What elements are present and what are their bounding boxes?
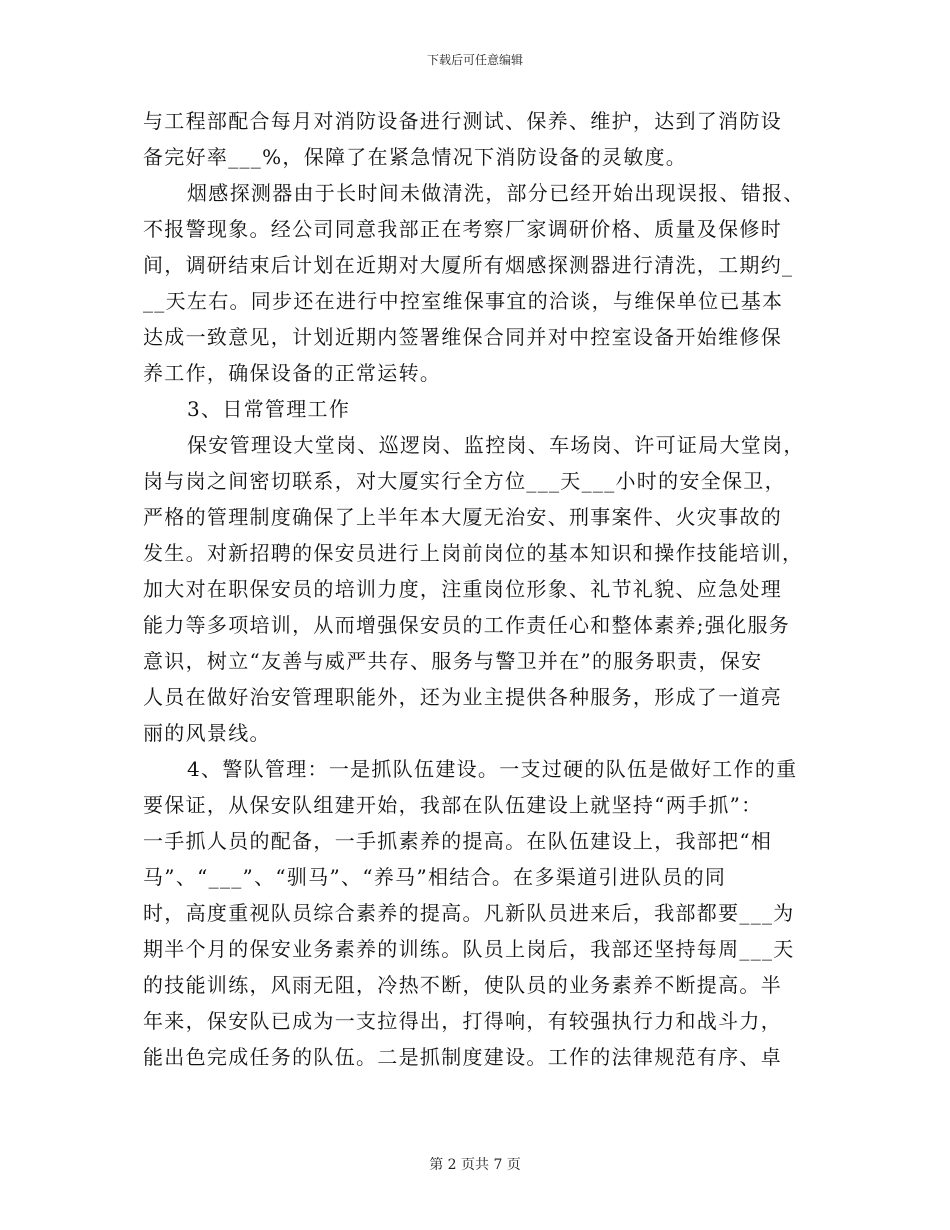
text-line: 时，高度重视队员综合素养的提高。凡新队员进来后，我部都要___为: [143, 901, 795, 925]
paragraph-start-line: 4、警队管理：一是抓队伍建设。一支过硬的队伍是做好工作的重: [187, 757, 798, 781]
paragraph-start-line: 烟感探测器由于长时间未做清洗，部分已经开始出现误报、错报、: [187, 181, 805, 205]
text-line: 备完好率___%，保障了在紧急情况下消防设备的灵敏度。: [143, 145, 688, 169]
text-line: 的技能训练，风雨无阻，冷热不断，使队员的业务素养不断提高。半: [143, 973, 782, 997]
paragraph-start-line: 保安管理设大堂岗、巡逻岗、监控岗、车场岗、许可证局大堂岗，: [187, 433, 805, 457]
text-line: 发生。对新招聘的保安员进行上岗前岗位的基本知识和操作技能培训，: [143, 541, 804, 565]
text-line: 养工作，确保设备的正常运转。: [143, 361, 442, 385]
text-line: __天左右。同步还在进行中控室维保事宜的洽谈，与维保单位已基本: [143, 289, 784, 313]
text-line: 年来，保安队已成为一支拉得出，打得响，有较强执行力和战斗力，: [143, 1009, 782, 1033]
text-line: 与工程部配合每月对消防设备进行测试、保养、维护，达到了消防设: [143, 109, 782, 133]
text-line: 不报警现象。经公司同意我部正在考察厂家调研价格、质量及保修时: [143, 217, 782, 241]
text-line: 岗与岗之间密切联系，对大厦实行全方位___天___小时的安全保卫，: [143, 469, 786, 493]
text-line: 严格的管理制度确保了上半年本大厦无治安、刑事案件、火灾事故的: [143, 505, 782, 529]
page-header: 下载后可任意编辑: [426, 53, 523, 67]
text-line: 期半个月的保安业务素养的训练。队员上岗后，我部还坚持每周___天: [143, 937, 795, 961]
page-footer: 第 2 页共 7 页: [429, 1157, 521, 1173]
text-line: 丽的风景线。: [143, 721, 271, 745]
text-line: 人员在做好治安管理职能外，还为业主提供各种服务，形成了一道亮: [143, 685, 782, 709]
text-line: 意识，树立“友善与威严共存、服务与警卫并在”的服务职责，保安: [143, 649, 763, 673]
text-line: 要保证，从保安队组建开始，我部在队伍建设上就坚持“两手抓”：: [143, 793, 763, 817]
text-line: 达成一致意见，计划近期内签署维保合同并对中控室设备开始维修保: [143, 325, 782, 349]
text-line: 马”、“___”、“驯马”、“养马”相结合。在多渠道引进队员的同: [143, 865, 727, 889]
text-line: 能出色完成任务的队伍。二是抓制度建设。工作的法律规范有序、卓: [143, 1045, 782, 1069]
text-line: 一手抓人员的配备，一手抓素养的提高。在队伍建设上，我部把“相: [143, 829, 773, 853]
text-line: 能力等多项培训，从而增强保安员的工作责任心和整体素养;强化服务: [143, 613, 791, 637]
text-line: 加大对在职保安员的培训力度，注重岗位形象、礼节礼貌、应急处理: [143, 577, 782, 601]
text-line: 间，调研结束后计划在近期对大厦所有烟感探测器进行清洗，工期约_: [143, 253, 794, 277]
section-heading: 3、日常管理工作: [187, 397, 351, 421]
document-body: [143, 103, 813, 1075]
